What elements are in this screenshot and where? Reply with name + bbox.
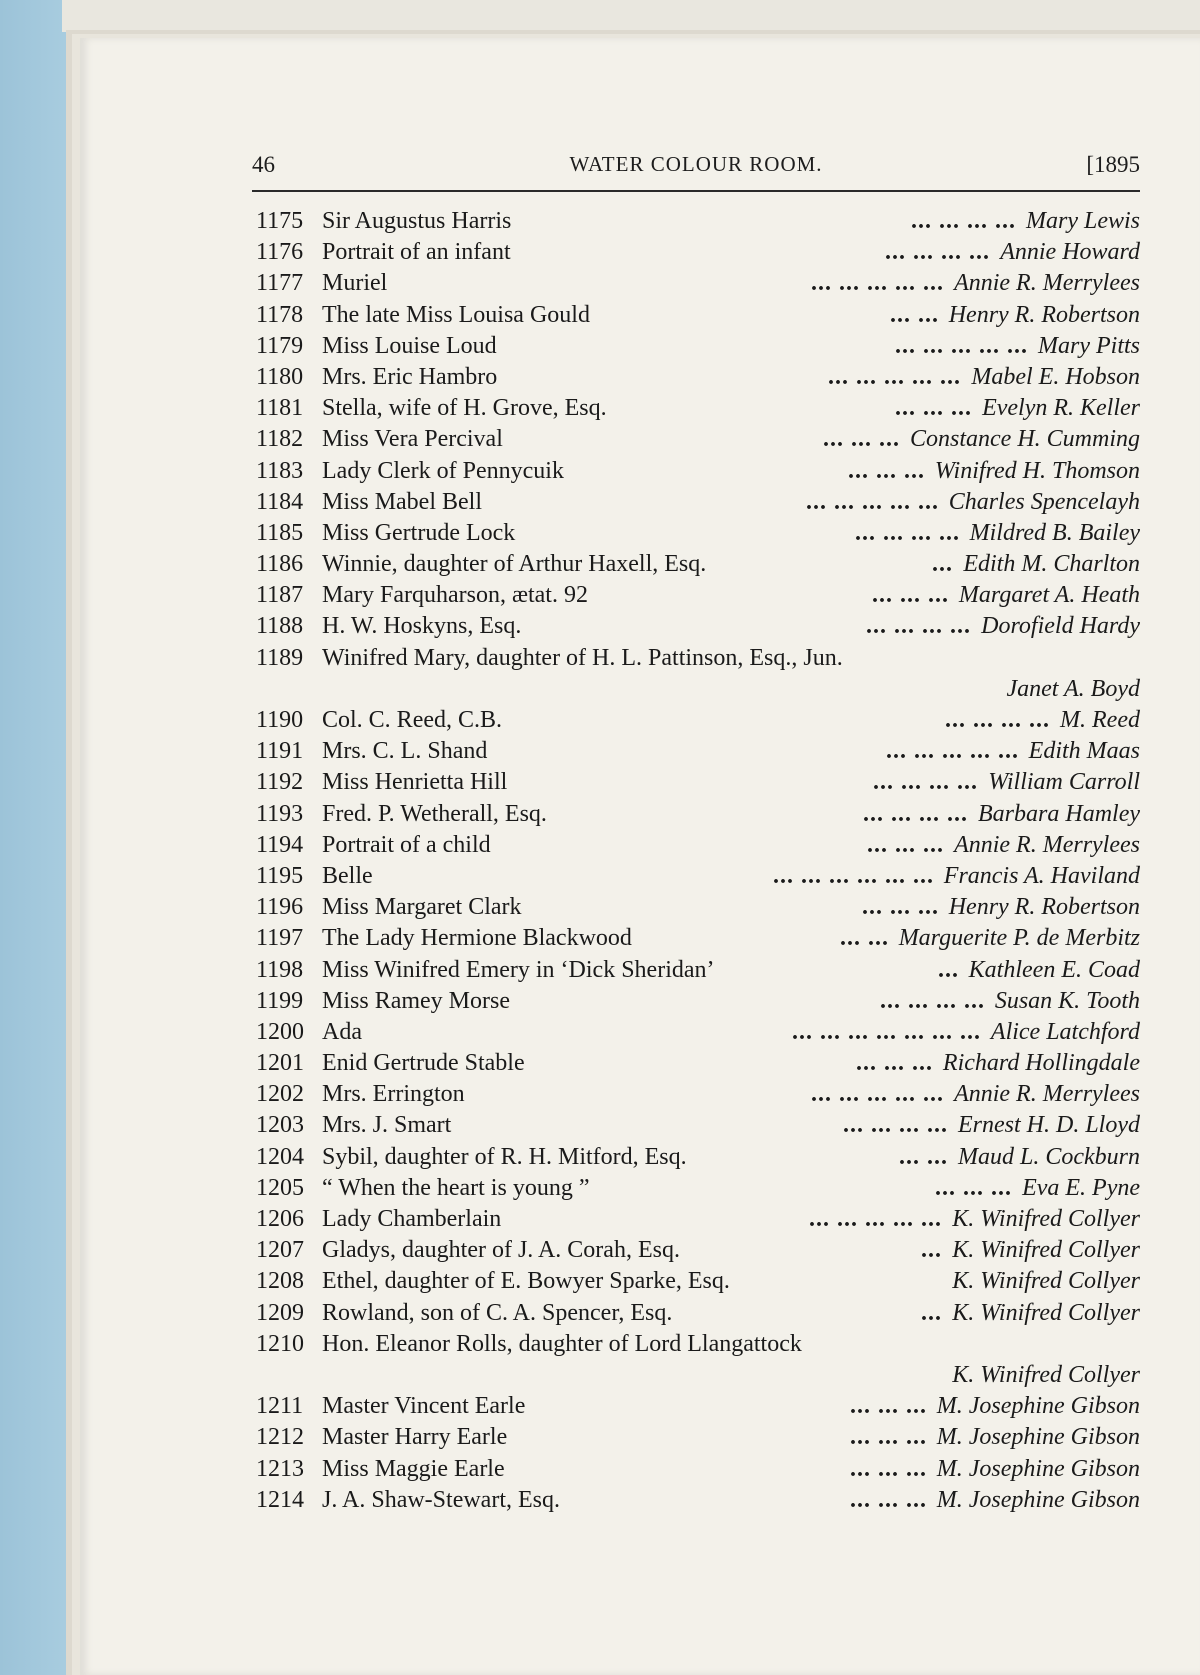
entry-number: 1201 — [256, 1050, 304, 1077]
entry-artist: Eva E. Pyne — [1022, 1174, 1140, 1201]
entry-artist: Henry R. Robertson — [948, 301, 1140, 328]
entry-sitter: Miss Margaret Clark — [322, 894, 522, 921]
catalogue-entry — [256, 268, 1140, 299]
entry-leader-dots: ... ... ... — [895, 395, 972, 422]
catalogue-entry — [256, 362, 1140, 393]
entry-sitter: Ada — [322, 1018, 362, 1045]
entry-number: 1185 — [256, 519, 304, 546]
catalogue-entry — [256, 1298, 1140, 1329]
catalogue-entry — [256, 206, 1140, 237]
catalogue-entries — [256, 206, 1140, 1516]
entry-leader-dots: ... ... ... ... ... ... — [773, 862, 934, 889]
entry-leader-dots: ... ... — [899, 1143, 948, 1170]
entry-number: 1204 — [256, 1143, 304, 1170]
entry-sitter: Miss Winifred Emery in ‘Dick Sheridan’ — [322, 956, 715, 983]
catalogue-entry — [256, 1142, 1140, 1173]
entry-leader-dots: ... ... — [890, 301, 939, 328]
catalogue-entry — [256, 799, 1140, 830]
entry-leader-dots: ... ... ... ... ... — [806, 488, 939, 515]
entry-leader-dots: ... ... ... ... — [866, 613, 971, 640]
entry-sitter: Mrs. J. Smart — [322, 1112, 452, 1139]
catalogue-entry — [256, 1110, 1140, 1141]
catalogue-entry — [256, 767, 1140, 798]
entry-number: 1209 — [256, 1299, 304, 1326]
entry-number: 1175 — [256, 208, 304, 234]
entry-leader-dots: ... ... ... ... — [873, 769, 978, 796]
entry-number: 1208 — [256, 1268, 304, 1295]
entry-number: 1213 — [256, 1455, 304, 1482]
entry-artist: Kathleen E. Coad — [968, 956, 1140, 983]
entry-artist: Edith Maas — [1028, 738, 1140, 765]
entry-sitter: Miss Mabel Bell — [322, 488, 482, 515]
entry-leader-dots: ... ... ... ... — [855, 519, 960, 546]
entry-sitter: Sir Augustus Harris — [322, 208, 512, 234]
entry-leader-dots: ... ... ... — [850, 1393, 927, 1420]
entry-sitter: Col. C. Reed, C.B. — [322, 707, 503, 734]
entry-number: 1206 — [256, 1206, 304, 1233]
entry-leader-dots: ... — [921, 1299, 942, 1326]
entry-artist: Alice Latchford — [990, 1018, 1140, 1045]
catalogue-entry — [256, 1391, 1140, 1422]
entry-leader-dots: ... ... ... — [872, 582, 949, 609]
entry-number: 1194 — [256, 831, 304, 858]
running-title: WATER COLOUR ROOM. — [569, 152, 823, 176]
page-edge-top — [62, 0, 1200, 32]
entry-leader-dots: ... ... ... ... ... — [828, 363, 961, 390]
catalogue-entry — [256, 487, 1140, 518]
entry-sitter: Sybil, daughter of R. H. Mitford, Esq. — [322, 1143, 687, 1170]
entry-number: 1193 — [256, 800, 304, 827]
entry-number: 1192 — [256, 769, 304, 796]
entry-artist: Maud L. Cockburn — [958, 1143, 1140, 1170]
catalogue-entry — [256, 1266, 1140, 1297]
entry-leader-dots: ... ... ... — [850, 1486, 927, 1513]
entry-artist: K. Winifred Collyer — [952, 1361, 1140, 1388]
entry-sitter: Winifred Mary, daughter of H. L. Pattinson, Esq., Jun. — [322, 644, 843, 671]
entry-sitter: Enid Gertrude Stable — [322, 1050, 525, 1077]
entry-artist: Henry R. Robertson — [948, 894, 1140, 921]
entry-sitter: Mary Farquharson, ætat. 92 — [322, 582, 588, 609]
entry-number: 1202 — [256, 1081, 304, 1108]
entry-artist: Janet A. Boyd — [1006, 675, 1140, 702]
entry-sitter: Portrait of an infant — [322, 239, 511, 266]
entry-artist: K. Winifred Collyer — [952, 1237, 1140, 1264]
catalogue-entry — [256, 986, 1140, 1017]
entry-artist: Mary Lewis — [1026, 208, 1140, 234]
entry-artist: Charles Spencelayh — [948, 488, 1140, 515]
entry-artist: Susan K. Tooth — [994, 987, 1140, 1014]
catalogue-entry — [256, 955, 1140, 986]
entry-sitter: Mrs. C. L. Shand — [322, 738, 488, 765]
entry-leader-dots: ... ... ... — [850, 1424, 927, 1451]
entry-number: 1178 — [256, 301, 304, 328]
entry-number: 1181 — [256, 395, 304, 422]
entry-artist: Richard Hollingdale — [942, 1050, 1140, 1077]
entry-number: 1176 — [256, 239, 304, 266]
entry-number: 1212 — [256, 1424, 304, 1451]
entry-artist: Dorofield Hardy — [981, 613, 1140, 640]
catalogue-entry — [256, 1079, 1140, 1110]
entry-sitter: Mrs. Eric Hambro — [322, 363, 498, 390]
entry-artist: M. Josephine Gibson — [936, 1424, 1140, 1451]
entry-artist: Barbara Hamley — [978, 800, 1140, 827]
entry-leader-dots: ... ... ... — [935, 1174, 1012, 1201]
entry-number: 1210 — [256, 1330, 304, 1357]
catalogue-entry — [256, 643, 1140, 705]
entry-artist: M. Josephine Gibson — [936, 1393, 1140, 1420]
catalogue-entry — [256, 1173, 1140, 1204]
running-header — [252, 152, 1140, 188]
entry-sitter: Mrs. Errington — [322, 1081, 465, 1108]
entry-artist: Evelyn R. Keller — [982, 395, 1140, 422]
entry-number: 1205 — [256, 1174, 304, 1201]
entry-number: 1195 — [256, 862, 304, 889]
entry-artist: Mildred B. Bailey — [969, 519, 1140, 546]
header-year: [1895 — [1086, 152, 1140, 177]
entry-artist: Constance H. Cumming — [910, 426, 1140, 453]
entry-sitter: Master Harry Earle — [322, 1424, 508, 1451]
catalogue-entry — [256, 580, 1140, 611]
entry-leader-dots: ... — [938, 956, 959, 983]
catalogue-entry — [256, 1485, 1140, 1516]
entry-leader-dots: ... ... ... ... — [945, 707, 1050, 734]
entry-number: 1197 — [256, 925, 304, 952]
entry-number: 1177 — [256, 270, 304, 297]
catalogue-entry — [256, 1329, 1140, 1391]
catalogue-entry — [256, 549, 1140, 580]
entry-leader-dots: ... ... ... ... ... ... ... — [792, 1018, 981, 1045]
entry-number: 1196 — [256, 894, 304, 921]
entry-artist: Annie R. Merrylees — [954, 831, 1140, 858]
entry-sitter: Miss Ramey Morse — [322, 987, 510, 1014]
entry-sitter: Fred. P. Wetherall, Esq. — [322, 800, 547, 827]
entry-artist: Mary Pitts — [1038, 332, 1140, 359]
entry-sitter: Belle — [322, 862, 373, 889]
catalogue-entry — [256, 1235, 1140, 1266]
catalogue-entry — [256, 892, 1140, 923]
entry-sitter: The late Miss Louisa Gould — [322, 301, 590, 328]
entry-leader-dots: ... ... ... ... ... — [886, 738, 1019, 765]
entry-sitter: Miss Louise Loud — [322, 332, 497, 359]
entry-leader-dots: ... ... ... ... ... — [895, 332, 1028, 359]
entry-number: 1180 — [256, 363, 304, 390]
entry-sitter: The Lady Hermione Blackwood — [322, 925, 632, 952]
entry-number: 1207 — [256, 1237, 304, 1264]
entry-number: 1184 — [256, 488, 304, 515]
entry-artist: Mabel E. Hobson — [971, 363, 1140, 390]
entry-sitter: Winnie, daughter of Arthur Haxell, Esq. — [322, 551, 707, 578]
entry-number: 1186 — [256, 551, 304, 578]
entry-artist: Winifred H. Thomson — [934, 457, 1140, 484]
page-number: 46 — [252, 152, 275, 177]
entry-sitter: H. W. Hoskyns, Esq. — [322, 613, 522, 640]
entry-artist: Annie R. Merrylees — [954, 270, 1140, 297]
entry-number: 1179 — [256, 332, 304, 359]
entry-sitter: “ When the heart is young ” — [322, 1174, 590, 1201]
entry-sitter: Ethel, daughter of E. Bowyer Sparke, Esq. — [322, 1268, 730, 1295]
entry-leader-dots: ... ... ... — [862, 894, 939, 921]
entry-number: 1190 — [256, 707, 304, 734]
entry-artist: Annie Howard — [1000, 239, 1140, 266]
entry-sitter: Master Vincent Earle — [322, 1393, 526, 1420]
entry-number: 1182 — [256, 426, 304, 453]
entry-number: 1188 — [256, 613, 304, 640]
catalogue-entry — [256, 424, 1140, 455]
entry-leader-dots: ... ... ... — [850, 1455, 927, 1482]
entry-number: 1200 — [256, 1018, 304, 1045]
entry-leader-dots: ... ... ... — [848, 457, 925, 484]
catalogue-entry — [256, 830, 1140, 861]
entry-sitter: Muriel — [322, 270, 388, 297]
entry-artist: K. Winifred Collyer — [952, 1299, 1140, 1326]
entry-artist: Francis A. Haviland — [943, 862, 1140, 889]
entry-sitter: J. A. Shaw-Stewart, Esq. — [322, 1486, 560, 1513]
entry-artist: M. Josephine Gibson — [936, 1486, 1140, 1513]
entry-leader-dots: ... ... ... ... ... — [809, 1206, 942, 1233]
catalogue-entry — [256, 1204, 1140, 1235]
entry-sitter: Gladys, daughter of J. A. Corah, Esq. — [322, 1237, 680, 1264]
entry-leader-dots: ... — [932, 551, 953, 578]
entry-artist: Margaret A. Heath — [958, 582, 1140, 609]
entry-leader-dots: ... ... ... — [867, 831, 944, 858]
entry-artist: Annie R. Merrylees — [954, 1081, 1140, 1108]
entry-leader-dots: ... ... ... ... — [885, 239, 990, 266]
entry-leader-dots: ... ... ... — [823, 426, 900, 453]
catalogue-entry — [256, 705, 1140, 736]
entry-leader-dots: ... ... ... ... — [911, 208, 1016, 234]
catalogue-entry — [256, 1017, 1140, 1048]
entry-number: 1214 — [256, 1486, 304, 1513]
catalogue-entry — [256, 861, 1140, 892]
entry-artist: K. Winifred Collyer — [952, 1268, 1140, 1295]
header-rule — [252, 190, 1140, 192]
catalogue-entry — [256, 237, 1140, 268]
entry-number: 1203 — [256, 1112, 304, 1139]
entry-artist: Ernest H. D. Lloyd — [958, 1112, 1140, 1139]
entry-number: 1191 — [256, 738, 304, 765]
entry-sitter: Rowland, son of C. A. Spencer, Esq. — [322, 1299, 673, 1326]
entry-leader-dots: ... ... ... ... — [880, 987, 985, 1014]
entry-artist: William Carroll — [988, 769, 1140, 796]
entry-artist: K. Winifred Collyer — [952, 1206, 1140, 1233]
entry-number: 1211 — [256, 1393, 304, 1420]
catalogue-entry — [256, 300, 1140, 331]
entry-artist: Marguerite P. de Merbitz — [898, 925, 1140, 952]
catalogue-entry — [256, 393, 1140, 424]
entry-sitter: Miss Vera Percival — [322, 426, 503, 453]
entry-leader-dots: ... ... ... — [856, 1050, 933, 1077]
entry-leader-dots: ... ... ... ... ... — [811, 270, 944, 297]
entry-leader-dots: ... ... ... ... — [863, 800, 968, 827]
entry-sitter: Hon. Eleanor Rolls, daughter of Lord Llangattock — [322, 1330, 802, 1357]
entry-sitter: Stella, wife of H. Grove, Esq. — [322, 395, 607, 422]
entry-number: 1189 — [256, 644, 304, 671]
entry-sitter: Portrait of a child — [322, 831, 491, 858]
entry-artist: M. Reed — [1060, 707, 1140, 734]
entry-number: 1183 — [256, 457, 304, 484]
entry-artist: Edith M. Charlton — [963, 551, 1140, 578]
catalogue-entry — [256, 518, 1140, 549]
entry-sitter: Miss Gertrude Lock — [322, 519, 516, 546]
entry-artist: M. Josephine Gibson — [936, 1455, 1140, 1482]
catalogue-entry — [256, 1048, 1140, 1079]
entry-number: 1198 — [256, 956, 304, 983]
catalogue-entry — [256, 736, 1140, 767]
entry-sitter: Miss Henrietta Hill — [322, 769, 508, 796]
entry-leader-dots: ... — [921, 1237, 942, 1264]
entry-number: 1187 — [256, 582, 304, 609]
entry-sitter: Lady Clerk of Pennycuik — [322, 457, 564, 484]
catalogue-entry — [256, 923, 1140, 954]
catalogue-entry — [256, 456, 1140, 487]
entry-leader-dots: ... ... ... ... ... — [811, 1081, 944, 1108]
entry-sitter: Miss Maggie Earle — [322, 1455, 505, 1482]
entry-sitter: Lady Chamberlain — [322, 1206, 502, 1233]
catalogue-entry — [256, 331, 1140, 362]
entry-number: 1199 — [256, 987, 304, 1014]
entry-leader-dots: ... ... — [840, 925, 889, 952]
catalogue-entry — [256, 611, 1140, 642]
catalogue-entry — [256, 1454, 1140, 1485]
catalogue-entry — [256, 1422, 1140, 1453]
entry-leader-dots: ... ... ... ... — [843, 1112, 948, 1139]
